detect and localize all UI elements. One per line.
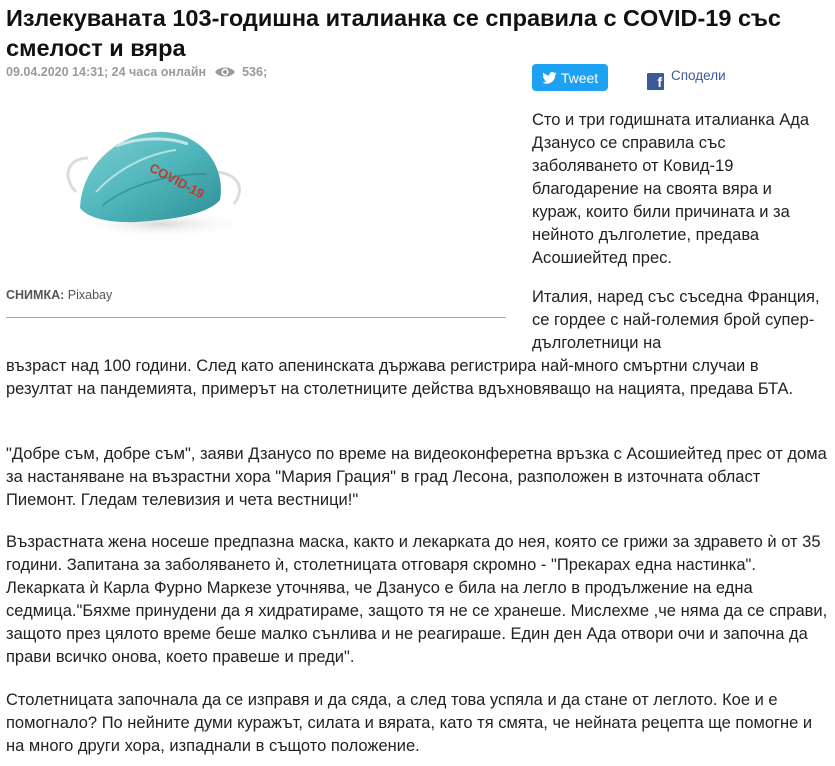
tweet-button[interactable]: [532, 64, 608, 91]
view-count: 536;: [242, 65, 268, 79]
article-meta: [6, 64, 267, 80]
caption-divider: [6, 317, 506, 318]
caption-label: СНИМКА:: [6, 288, 65, 302]
article-figure: [6, 88, 506, 302]
article-paragraph-5: Столетницата започнала да се изправя и да сяда, а след това успяла и да стане от леглото. Кое и е помогнало? По нейните думи куражът, силата и вярата, като тя смята, че нейната рецепта ще помогне и на много други хора, изпаднали в същото положение.: [6, 691, 813, 755]
facebook-f-icon: f: [647, 73, 664, 90]
article-paragraph-2-start: Италия, наред със съседна Франция, се гордее с най-големия брой супер-дълголетници на: [532, 288, 820, 352]
twitter-bird-icon: [542, 72, 557, 84]
article-title: Излекуваната 103-годишна италианка се справила с COVID-19 със смелост и вяра: [6, 5, 781, 61]
eye-icon: [214, 65, 236, 79]
article-paragraph-4: Възрастната жена носеше предпазна маска, както и лекарката до нея, която се грижи за здравето ѝ от 35 години. Запитана за заболяването ѝ, столетницата отговаря скромно - "Прекарах една настинка". Лекарката ѝ Карла Фурно Маркезе уточнява, че Дзанусо е била на легло в продължение на една седмица."Бяхме принудени да я хидратираме, защото тя не се хранеше. Мислехме ,че няма да се справи, защото през цялото време беше малко сънлива и не реагираше. Един ден Ада отвори очи и започна да прави всичко онова, което правеше и преди".: [6, 533, 828, 666]
article-paragraph-3: "Добре съм, добре съм", заяви Дзанусо по време на видеоконферетна връзка с Асошиейтед прес от дома за настаняване на възрастни хора "Мария Грация" в град Лесона, разположен в източната област Пиемонт. Гледам телевизия и чета вестници!": [6, 445, 827, 509]
article-paragraph-1: Сто и три годишната италианка Ада Дзанусо се справила със заболяването от Ковид-19 благодарение на своята вяра и кураж, които били причината и за нейното дълголетие, предава Асошиейтед прес.: [532, 111, 810, 267]
photo-caption: [6, 288, 112, 302]
caption-source: Pixabay: [67, 288, 113, 302]
share-bar: [532, 64, 726, 91]
article-photo: [6, 88, 506, 274]
publish-date: 09.04.2020 14:31;: [6, 65, 109, 79]
tweet-label: Tweet: [560, 69, 599, 86]
facebook-share-button[interactable]: [647, 68, 726, 90]
source-name: 24 часа онлайн: [111, 65, 207, 79]
facebook-share-label: Сподели: [671, 68, 726, 83]
photo-mask-text: COVID-19: [146, 160, 207, 202]
article-paragraph-2-end: възраст над 100 години. След като апенинската държава регистрира най-много смъртни случаи в резултат на пандемията, примерът на столетниците действа вдъхновяващо на нацията, предава БТА.: [6, 357, 794, 398]
